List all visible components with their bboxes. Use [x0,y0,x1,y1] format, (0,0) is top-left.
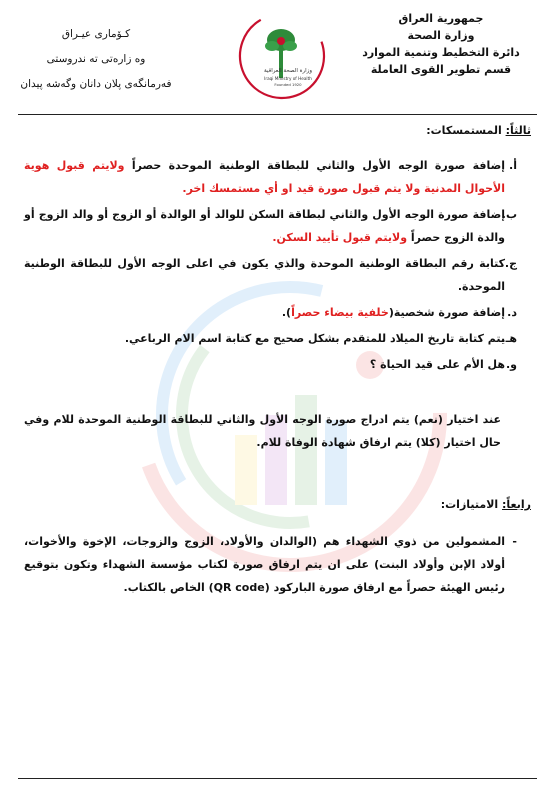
header-kurdish-directorate: فه‌رمانگه‌ی پلان دانان وگه‌شه پیدان [20,78,172,90]
item-marker: هـ. [501,332,517,345]
bullet-marker: - [512,535,517,548]
section-4-label: الامتيازات: [440,498,503,511]
item-text: ). [281,306,292,319]
footer-divider [18,778,537,779]
emphasis-text: خلفية بيضاء حصراً [291,306,389,319]
item-text: إضافة صورة شخصية( [388,306,505,319]
logo-name-ar: وزارة الصحة العراقية [263,68,313,74]
privileges-text: المشمولين من ذوي الشهداء هم (الوالدان والأولاد، الزوج والزوجات، الإخوة والأخوات، أولاد الإبن وأولاد البنت) على ان يتم ارفاق صورة لكتاب مؤسسة الشهداء وتكون بتوقيع رئيس الهيئة حصراً مع ارفاق صورة الباركود (QR code) الخاص بالكتاب. [24,535,505,594]
item-marker: ج. [504,257,517,270]
header-directorate: دائرة التخطيط وتنمية الموارد [362,46,520,59]
header-ministry-block [341,10,541,78]
emphasis-text: ولايتم قبول هوية الأحوال المدنية ولا يتم قبول صورة قيد او أي مستمسك اخر. [24,159,505,195]
list-item [24,252,517,298]
section-3-list [24,154,517,379]
list-item [24,301,517,324]
item-marker: ب. [501,208,517,221]
header-kurdish-ministry: وه زاره‌تی ته ندروستی [46,53,146,65]
item-text: كتابة رقم البطاقة الوطنية الموحدة والذي يكون في اعلى الوجه الأول للبطاقة الوطنية الموحدة. [24,257,505,293]
list-item [24,154,517,200]
item-marker: د. [507,306,517,319]
emphasis-text: ولايتم قبول تأييد السكن. [272,231,408,244]
item-text: هل الأم على قيد الحياة ؟ [369,358,505,371]
logo-name-en: Iraqi Ministry of Health [264,76,312,81]
item-marker: أ. [509,159,517,172]
logo-founded: Founded 1920 [274,82,302,87]
section-3-label: المستمسكات: [426,124,506,137]
list-item [24,353,517,376]
section-3-number: ثالثاً: [505,124,531,137]
ministry-logo [236,10,328,102]
header-kurdish-country: كـۆماری عیـراق [61,28,131,40]
list-item [24,327,517,350]
header-department: قسم تطوير القوى العاملة [370,63,512,76]
section-3-note: عند اختيار (نعم) يتم ادراج صورة الوجه الأول والثاني للبطاقة الوطنية الموحدة للام وفي حال اختيار (كلا) يتم ارفاق شهادة الوفاة للام. [24,413,501,449]
list-item [24,530,517,599]
section-4-title [441,498,531,511]
header-ministry: وزارة الصحة [407,29,475,42]
item-text: إضافة صورة الوجه الأول والثاني لبطاقة السكن للوالد أو الوالدة أو الزوج أو والد الزوج أو والدة الزوج حصراً [24,208,505,244]
item-marker: و. [505,358,517,371]
item-text: إضافة صورة الوجه الأول والثاني للبطاقة الوطنية الموحدة حصراً [124,159,505,172]
item-text: يتم كتابة تاريخ الميلاد للمتقدم بشكل صحيح مع كتابة اسم الام الرباعي. [124,332,505,345]
section-4-list [24,530,517,602]
section-3-title [426,124,531,137]
header-country: جمهورية العراق [398,12,484,25]
header-divider [18,114,537,115]
header-kurdish-block [6,22,186,97]
list-item [24,203,517,249]
section-4-number: رابعاً: [502,498,531,511]
